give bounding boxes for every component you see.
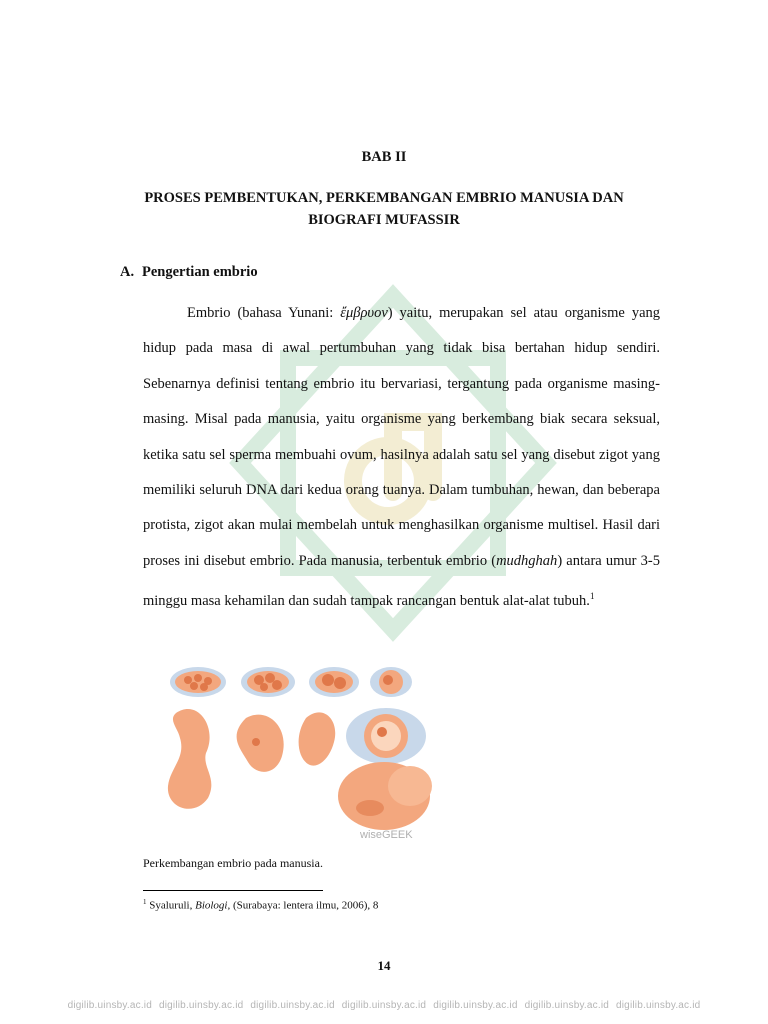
footnote-book: Biologi, [195, 899, 231, 912]
footer-link-4[interactable]: digilib.uinsby.ac.id [341, 1000, 427, 1011]
chapter-heading: BAB II [361, 149, 407, 165]
paragraph-part-2: ) yaitu, merupakan sel atau organisme yang hidup pada masa di awal pertumbuhan yang tidak bisa bertahan hidup sendiri. Sebenarnya definisi tentang embrio itu bervariasi, tergantung pada organisme masing-masing. Misal pada manusia, yaitu organisme yang berkembang biak secara seksual, ketika satu sel sperma membuahi ovum, hasilnya adalah satu sel yang disebut zigot yang memiliki seluruh DNA dari kedua orang tuanya. Dalam tumbuhan, hewan, dan beberapa protista, zigot akan mulai membelah untuk menghasilkan organisme multisel. Hasil dari proses ini disebut embrio. Pada manusia, terbentuk embrio ( [143, 305, 660, 569]
repository-footer [0, 1000, 768, 1011]
embryo-dish-1 [170, 667, 226, 697]
page-number: 14 [377, 958, 391, 973]
fetus [338, 762, 432, 830]
footnote-author: Syaluruli, [149, 899, 196, 912]
embryo-dish-4 [370, 667, 412, 697]
footnote-publisher: (Surabaya: lentera ilmu, 2006), 8 [230, 899, 379, 912]
section-heading [120, 264, 258, 281]
section-number: A. [120, 264, 135, 280]
paragraph-part-1: Embrio (bahasa Yunani: [187, 305, 341, 321]
body-paragraph [143, 296, 660, 619]
embryo-week-4 [168, 709, 211, 809]
chapter-title-line-1: PROSES PEMBENTUKAN, PERKEMBANGAN EMBRIO MANUSIA DAN [144, 190, 624, 206]
section-title: Pengertian embrio [142, 264, 258, 280]
greek-term: ἔμβρυον [340, 305, 388, 321]
embryo-development-image [158, 658, 434, 842]
footnote-marker: 1 [143, 898, 147, 906]
footnote-reference: 1 [589, 591, 595, 602]
blastocyst [346, 708, 426, 764]
mudhghah-term: mudhghah [496, 552, 558, 569]
footnote [143, 898, 378, 912]
figure-caption: Perkembangan embrio pada manusia. [143, 856, 323, 870]
image-watermark: wiseGEEK [360, 829, 413, 841]
footer-link-1[interactable]: digilib.uinsby.ac.id [67, 1000, 152, 1011]
embryo-dish-3 [309, 667, 359, 697]
chapter-title [0, 187, 768, 231]
footer-link-5[interactable]: digilib.uinsby.ac.id [433, 1000, 518, 1011]
footer-link-7[interactable]: digilib.uinsby.ac.id [616, 1000, 701, 1011]
paragraph-part-3: ) antara umur 3-5 minggu masa kehamilan dan sudah tampak rancangan bentuk alat-alat tubuh. [143, 552, 660, 610]
embryo-dish-2 [241, 667, 295, 697]
embryo-week-5 [237, 715, 284, 772]
chapter-title-line-2: BIOGRAFI MUFASSIR [308, 212, 460, 228]
footer-link-2[interactable]: digilib.uinsby.ac.id [158, 1000, 244, 1011]
footnote-divider [143, 890, 323, 891]
footer-link-3[interactable]: digilib.uinsby.ac.id [250, 1000, 335, 1011]
footer-link-6[interactable]: digilib.uinsby.ac.id [524, 1000, 610, 1011]
embryo-week-6 [299, 712, 336, 765]
